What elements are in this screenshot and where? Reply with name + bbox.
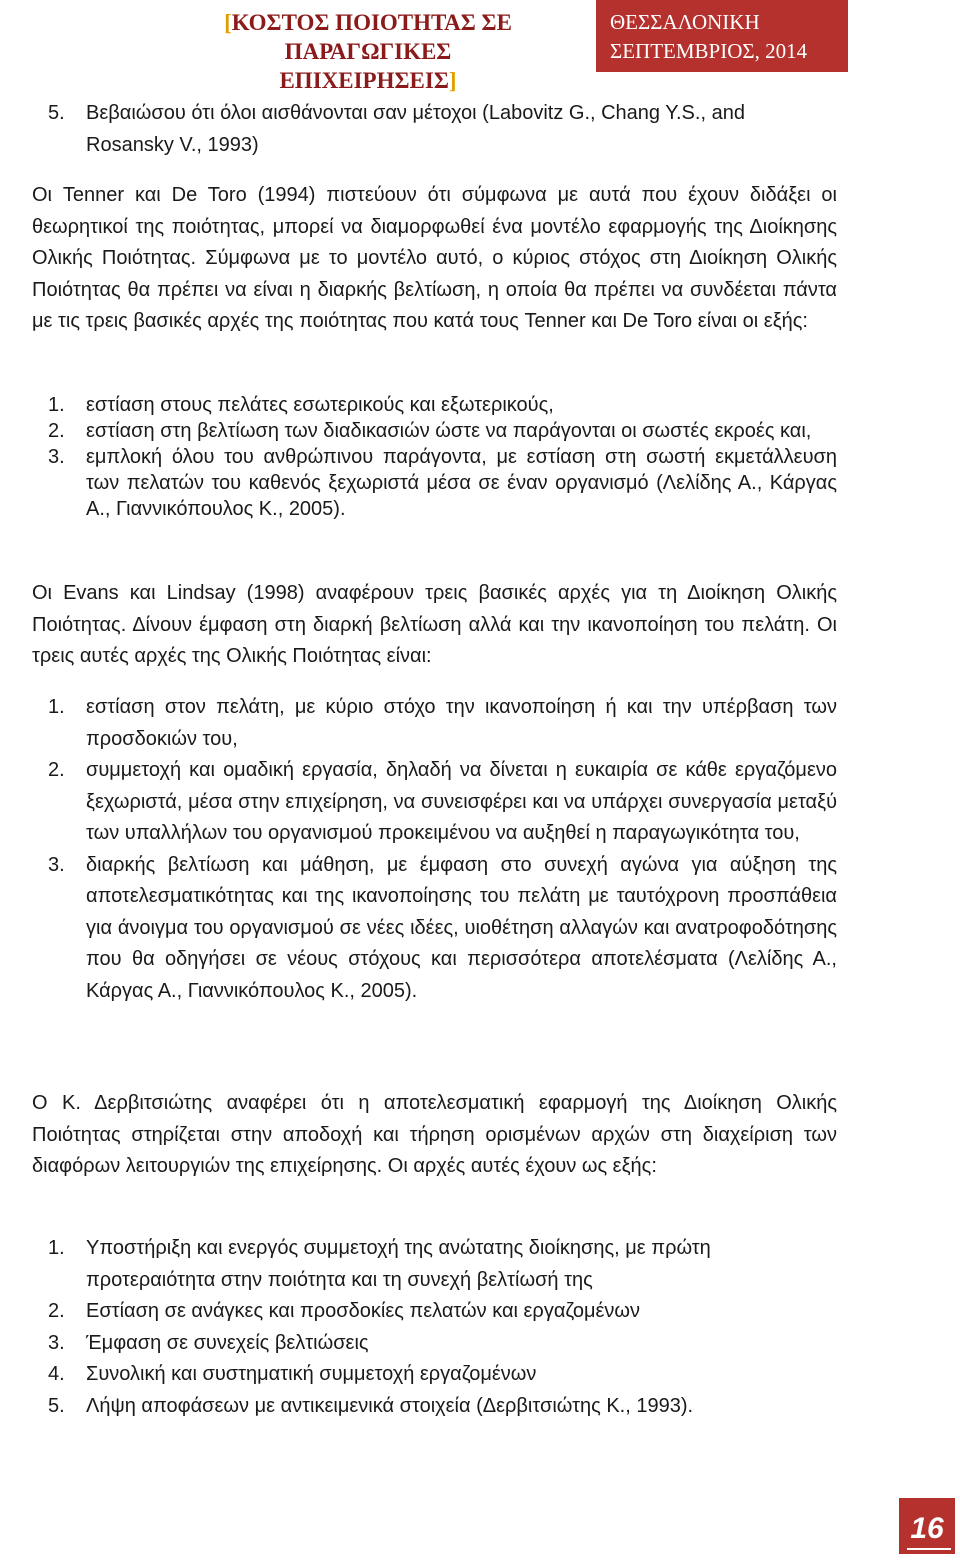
header-date: ΣΕΠΤΕΜΒΡΙΟΣ, 2014 <box>610 39 808 63</box>
list-item-number: 1. <box>48 394 65 416</box>
header-location: ΘΕΣΣΑΛΟΝΙΚΗ <box>610 10 760 34</box>
list-item-number: 2. <box>48 759 65 781</box>
list-item <box>32 1328 837 1360</box>
list-item <box>32 755 837 850</box>
page-number: 16 <box>899 1498 955 1554</box>
list-item-number: 1. <box>48 696 65 718</box>
list-item-number: 3. <box>48 1331 65 1354</box>
list-item <box>32 850 837 1008</box>
list-tenner <box>32 392 837 522</box>
list-item-number: 4. <box>48 1363 65 1385</box>
list-item <box>32 1233 837 1296</box>
list-item-text: Υποστήριξη και ενεργός συμμετοχή της ανώτατης διοίκησης, με πρώτη προτεραιότητα στην ποιότητα και τη συνεχή βελτίωσή της <box>86 1237 711 1291</box>
list-item-text: συμμετοχή και ομαδική εργασία, δηλαδή να δίνεται η ευκαιρία σε κάθε εργαζόμενο ξεχωριστά, μέσα στην επιχείρηση, να συνεισφέρει και να υπάρχει συνεργασία μεταξύ των υπαλλήλων του οργανισμού προκειμένου να αυξηθεί η παραγωγικότητα του, <box>86 759 837 844</box>
list-item-text: Λήψη αποφάσεων με αντικειμενικά στοιχεία (Δερβιτσιώτης Κ., 1993). <box>86 1394 694 1417</box>
header-title-line2: ΕΠΙΧΕΙΡΗΣΕΙΣ <box>279 68 449 93</box>
paragraph-tenner: Οι Tenner και De Toro (1994) πιστεύουν ότι σύμφωνα με αυτά που έχουν διδάξει οι θεωρητικοί της ποιότητας, μπορεί να διαμορφωθεί ένα μοντέλο εφαρμογής της Διοίκησης Ολικής Ποιότητας. Σύμφωνα με το μοντέλο αυτό, ο κύριος στόχος στη Διοίκηση Ολικής Ποιότητας θα πρέπει να είναι η διαρκής βελτίωση, η οποία θα πρέπει να συνδέεται πάντα με τις τρεις βασικές αρχές της ποιότητας που κατά τους Tenner και De Toro είναι οι εξής: <box>32 184 837 332</box>
list-item <box>32 418 837 444</box>
paragraph-dervitsiotis: Ο Κ. Δερβιτσιώτης αναφέρει ότι η αποτελεσματική εφαρμογή της Διοίκηση Ολικής Ποιότητας στηρίζεται στην αποδοχή και τήρηση ορισμένων αρχών στη διαχείριση των διαφόρων λειτουργιών της επιχείρησης. Οι αρχές αυτές έχουν ως εξής: <box>32 1092 837 1177</box>
list-item-text: εστίαση στους πελάτες εσωτερικούς και εξωτερικούς, <box>86 394 554 416</box>
list-item-text: εστίαση στη βελτίωση των διαδικασιών ώστε να παράγονται οι σωστές εκροές και, <box>86 420 812 442</box>
list-item-text: Βεβαιώσου ότι όλοι αισθάνονται σαν μέτοχοι (Labovitz G., Chang Y.S., and Rosansky V., 1993) <box>86 102 745 156</box>
list-item <box>32 98 837 161</box>
paragraph-evans: Οι Evans και Lindsay (1998) αναφέρουν τρεις βασικές αρχές για τη Διοίκηση Ολικής Ποιότητας. Δίνουν έμφαση στη διαρκή βελτίωση αλλά και την ικανοποίηση του πελάτη. Οι τρεις αυτές αρχές της Ολικής Ποιότητας είναι: <box>32 582 837 667</box>
header-bracket-open: [ <box>224 10 232 35</box>
list-item-number: 5. <box>48 102 65 124</box>
list-item <box>32 444 837 522</box>
list-item-number: 2. <box>48 420 65 442</box>
page-header <box>0 0 960 93</box>
list-item-number: 3. <box>48 446 65 468</box>
list-item-text: διαρκής βελτίωση και μάθηση, με έμφαση στο συνεχή αγώνα για αύξηση της αποτελεσματικότητας και της ικανοποίησης του πελάτη με ταυτόχρονη προσπάθεια για άνοιγμα του οργανισμού σε νέες ιδέες, υιοθέτηση αλλαγών και ανατροφοδότησης που θα οδηγήσει σε νέους στόχους και περισσότερα αποτελέσματα (Λελίδης Α., Κάργας Α., Γιαννικόπουλος Κ., 2005). <box>86 853 837 1002</box>
top-list <box>32 98 837 161</box>
list-item-text: εμπλοκή όλου του ανθρώπινου παράγοντα, με εστίαση στη σωστή εκμετάλλευση των πελατών του καθενός ξεχωριστά μέσα σε έναν οργανισμό (Λελίδης Α., Κάργας Α., Γιαννικόπουλος Κ., 2005). <box>86 446 837 520</box>
header-bracket-close: ] <box>448 68 457 93</box>
header-location-box <box>596 0 848 72</box>
list-item <box>32 1296 837 1328</box>
header-title <box>148 8 588 95</box>
header-title-line1: ΚΟΣΤΟΣ ΠΟΙΟΤΗΤΑΣ ΣΕ ΠΑΡΑΓΩΓΙΚΕΣ <box>231 10 512 64</box>
list-item <box>32 1391 837 1423</box>
list-item-number: 2. <box>48 1300 65 1322</box>
list-dervitsiotis <box>32 1233 837 1422</box>
list-item-text: εστίαση στον πελάτη, με κύριο στόχο την ικανοποίηση ή και την υπέρβαση των προσδοκιών του, <box>86 696 837 750</box>
list-item-number: 3. <box>48 853 65 876</box>
list-item-text: Έμφαση σε συνεχείς βελτιώσεις <box>86 1331 369 1354</box>
page-number-underline <box>907 1548 951 1550</box>
list-item-number: 1. <box>48 1237 65 1259</box>
list-item-number: 5. <box>48 1394 65 1417</box>
list-item-text: Εστίαση σε ανάγκες και προσδοκίες πελατών και εργαζομένων <box>86 1300 641 1322</box>
list-item <box>32 392 837 418</box>
list-item <box>32 1359 837 1391</box>
list-item <box>32 692 837 755</box>
list-item-text: Συνολική και συστηματική συμμετοχή εργαζομένων <box>86 1363 537 1385</box>
list-evans <box>32 692 837 1007</box>
